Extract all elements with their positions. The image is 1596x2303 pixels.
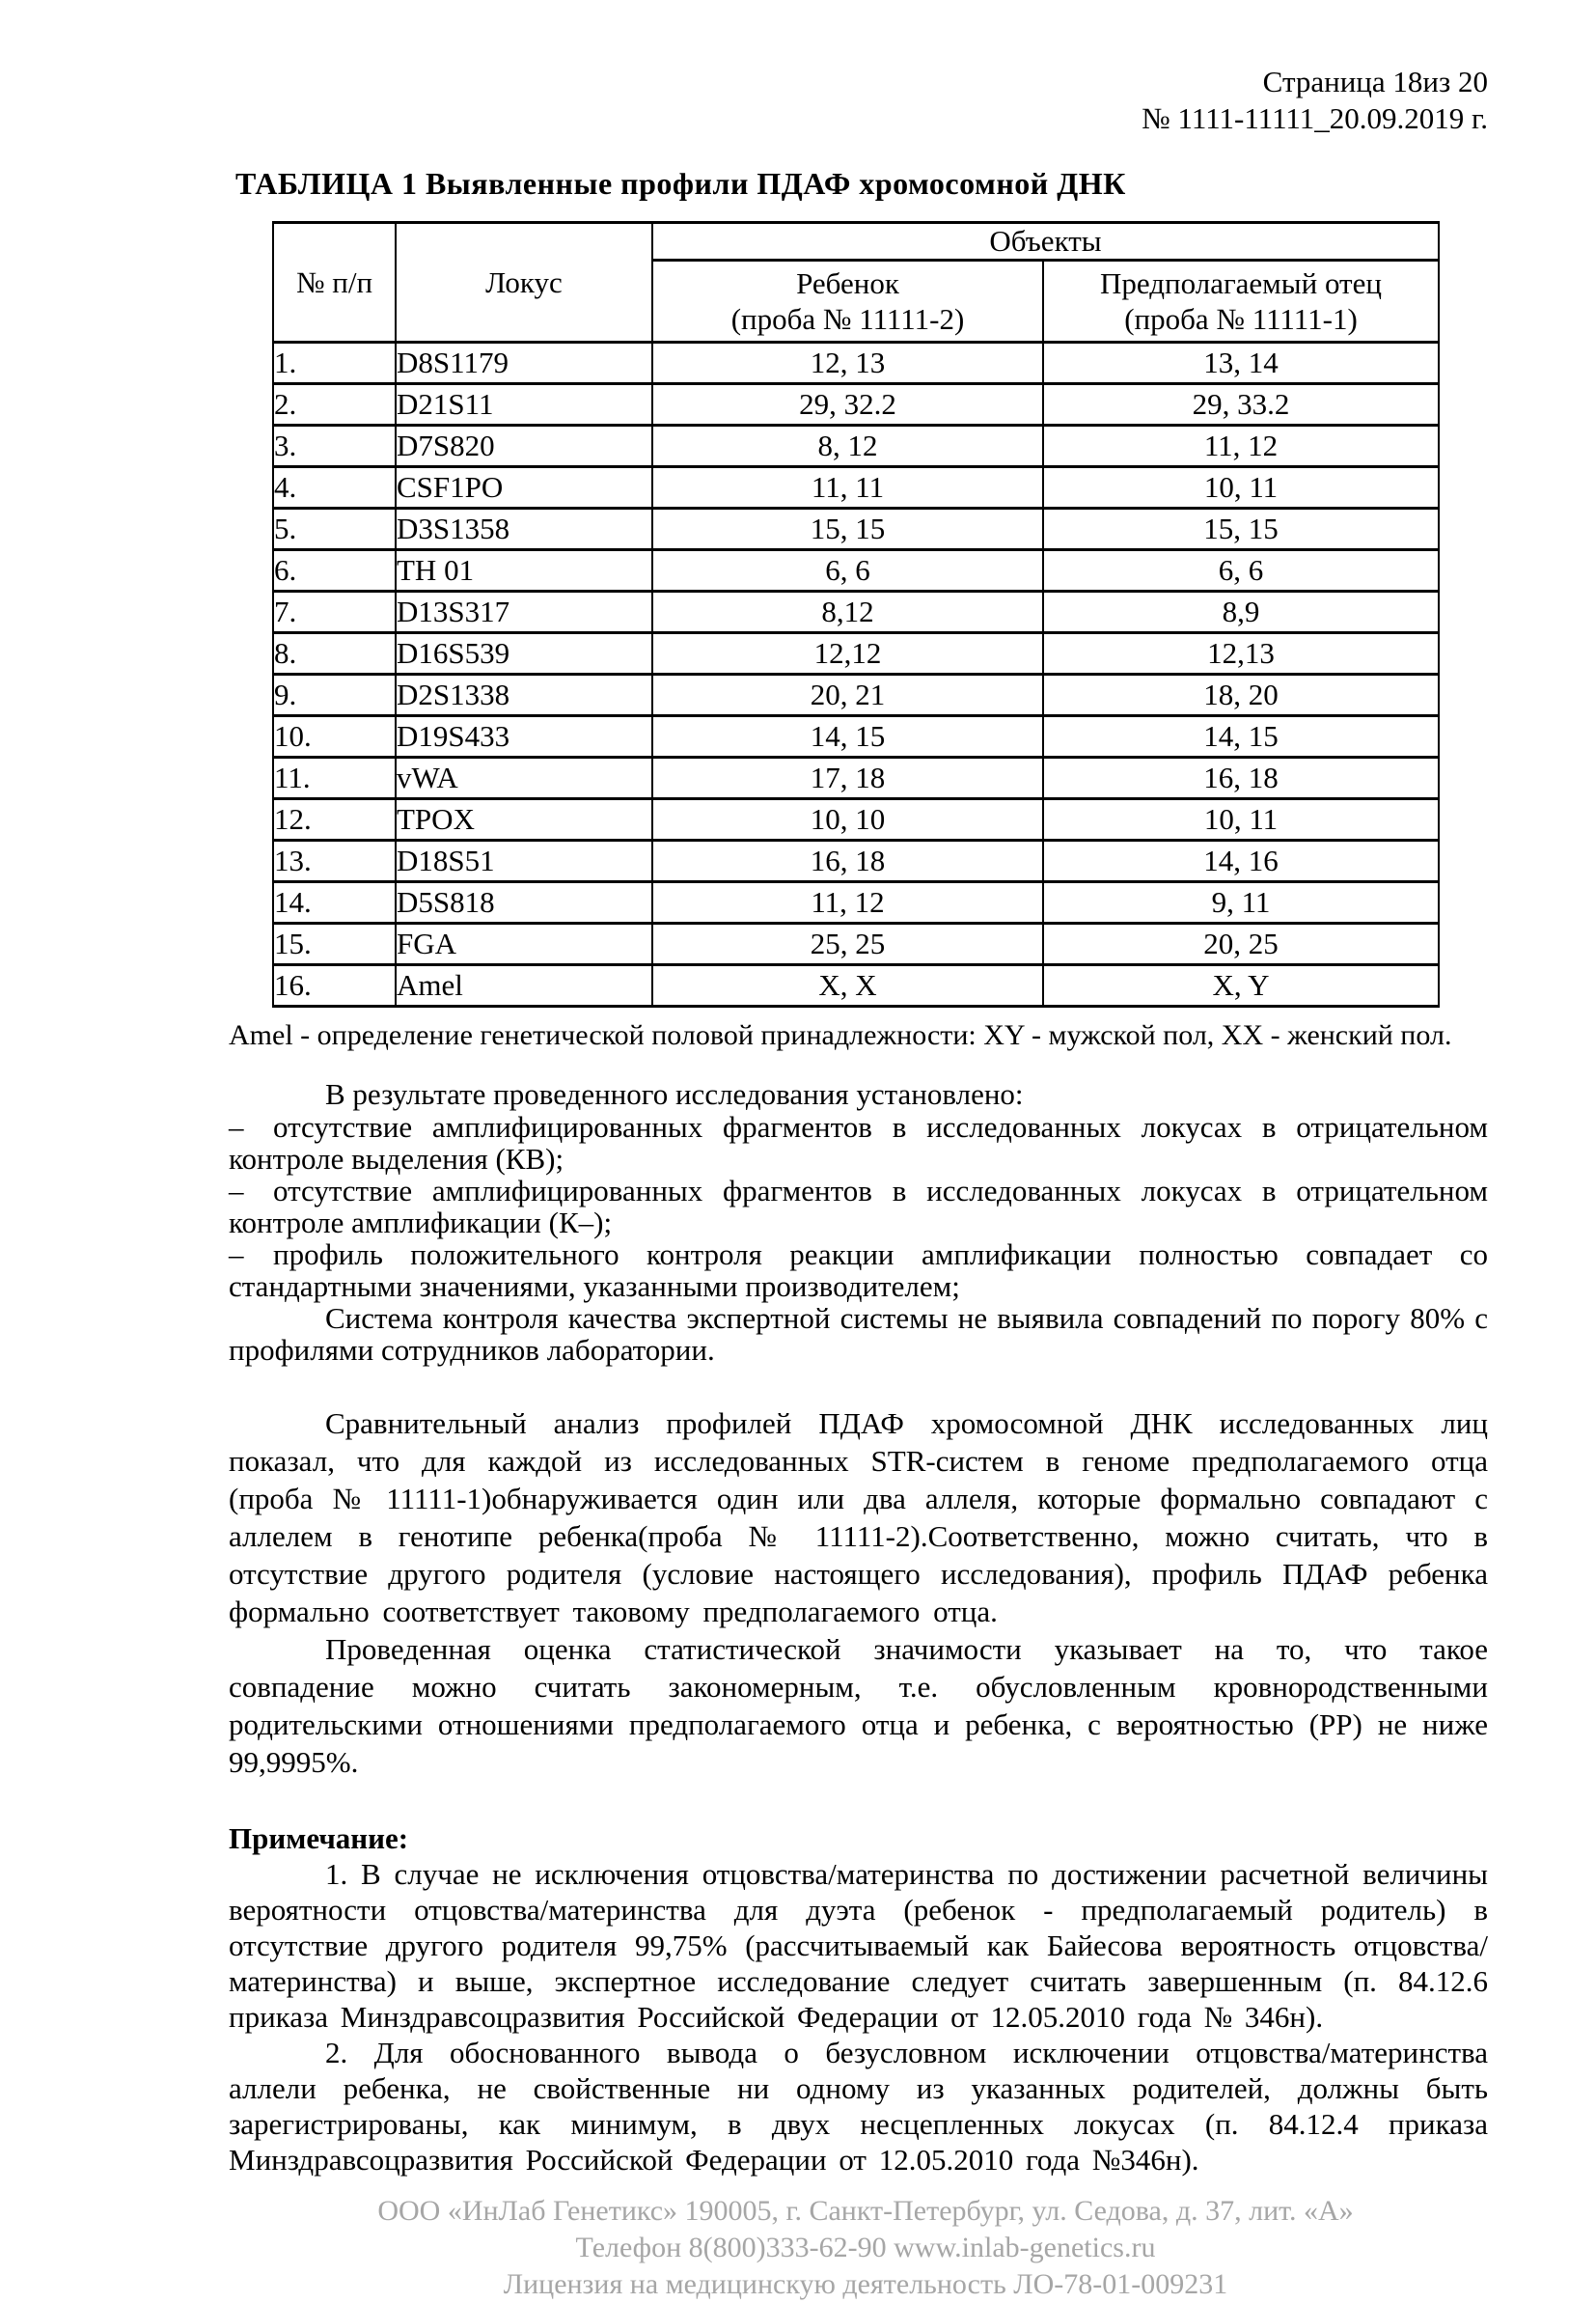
child-sample-label: (проба № 11111-2) [730, 302, 965, 336]
child-alleles-cell: 10, 10 [652, 799, 1043, 841]
row-number-cell: 5. [273, 509, 396, 550]
child-alleles-cell: X, X [652, 965, 1043, 1007]
child-alleles-cell: 8,12 [652, 592, 1043, 633]
locus-cell: D7S820 [396, 426, 652, 467]
profiles-table-body [273, 343, 1439, 1007]
column-header-objects: Объекты [652, 223, 1439, 261]
locus-cell: D18S51 [396, 841, 652, 882]
table-row [273, 592, 1439, 633]
document-number: № 1111-11111_20.09.2019 г. [1142, 101, 1488, 135]
note-item-1: 1. В случае не исключения отцовства/материнства по достижении расчетной величины вероятности отцовства/материнства для дуэта (ребенок - предполагаемый родитель) в отсутствие другого родителя 99,75% (рассчитываемый как Байесова вероятность отцовства/материнства) и выше, экспертное исследование следует считать завершенным (п. 84.12.6 приказа Минздравсоцразвития Российской Федерации от 12.05.2010 года № 346н). [229, 1857, 1488, 2034]
table-row [273, 343, 1439, 384]
result-bullet-3 [229, 1238, 1488, 1302]
child-alleles-cell: 25, 25 [652, 924, 1043, 965]
father-alleles-cell: 8,9 [1043, 592, 1439, 633]
father-alleles-cell: 18, 20 [1043, 675, 1439, 716]
father-alleles-cell: 10, 11 [1043, 467, 1439, 509]
table-row [273, 633, 1439, 675]
locus-cell: D3S1358 [396, 509, 652, 550]
locus-cell: FGA [396, 924, 652, 965]
note-item-2: 2. Для обоснованного вывода о безусловном исключении отцовства/материнства аллели ребенка, не свойственные ни одному из указанных родителей, должны быть зарегистрированы, как минимум, в двух несцепленных локусах (п. 84.12.4 приказа Минздравсоцразвития Российской Федерации от 12.05.2010 года №346н). [229, 2036, 1488, 2177]
page-header [0, 64, 1488, 137]
row-number-cell: 11. [273, 758, 396, 799]
profiles-table [272, 221, 1440, 1008]
child-alleles-cell: 12,12 [652, 633, 1043, 675]
row-number-cell: 7. [273, 592, 396, 633]
bullet-dash: – [229, 1237, 244, 1271]
column-header-num: № п/п [273, 223, 396, 343]
result-bullet-1 [229, 1111, 1488, 1175]
table-row [273, 550, 1439, 592]
row-number-cell: 13. [273, 841, 396, 882]
body-text [229, 1077, 1488, 2178]
table-row [273, 924, 1439, 965]
locus-cell: CSF1PO [396, 467, 652, 509]
locus-cell: Amel [396, 965, 652, 1007]
row-number-cell: 10. [273, 716, 396, 758]
column-header-locus: Локус [396, 223, 652, 343]
row-number-cell: 8. [273, 633, 396, 675]
locus-cell: D5S818 [396, 882, 652, 924]
amel-footnote: Amel - определение генетической половой принадлежности: XY - мужской пол, XX - женский пол. [229, 1019, 1452, 1051]
father-alleles-cell: X, Y [1043, 965, 1439, 1007]
father-alleles-cell: 20, 25 [1043, 924, 1439, 965]
child-alleles-cell: 11, 11 [652, 467, 1043, 509]
father-alleles-cell: 14, 15 [1043, 716, 1439, 758]
child-label: Ребенок [796, 266, 899, 300]
locus-cell: D2S1338 [396, 675, 652, 716]
row-number-cell: 2. [273, 384, 396, 426]
row-number-cell: 15. [273, 924, 396, 965]
footer-company-line: ООО «ИнЛаб Генетикс» 190005, г. Санкт-Петербург, ул. Седова, д. 37, лит. «А» [377, 2195, 1354, 2227]
table-row [273, 716, 1439, 758]
footer-phone-line: Телефон 8(800)333-62-90 www.inlab-genetics.ru [575, 2232, 1156, 2263]
father-alleles-cell: 12,13 [1043, 633, 1439, 675]
child-alleles-cell: 17, 18 [652, 758, 1043, 799]
child-alleles-cell: 11, 12 [652, 882, 1043, 924]
father-alleles-cell: 6, 6 [1043, 550, 1439, 592]
notes-heading: Примечание: [229, 1821, 409, 1855]
father-alleles-cell: 14, 16 [1043, 841, 1439, 882]
row-number-cell: 3. [273, 426, 396, 467]
table-row [273, 675, 1439, 716]
table-row [273, 882, 1439, 924]
child-alleles-cell: 15, 15 [652, 509, 1043, 550]
row-number-cell: 12. [273, 799, 396, 841]
locus-cell: D13S317 [396, 592, 652, 633]
locus-cell: D19S433 [396, 716, 652, 758]
bullet-text: профиль положительного контроля реакции амплификации полностью совпадает со стандартными значениями, указанными производителем; [229, 1237, 1488, 1303]
father-alleles-cell: 15, 15 [1043, 509, 1439, 550]
child-alleles-cell: 6, 6 [652, 550, 1043, 592]
table-row [273, 841, 1439, 882]
bullet-text: отсутствие амплифицированных фрагментов в исследованных локусах в отрицательном контроле амплификации (К–); [229, 1174, 1488, 1239]
child-alleles-cell: 8, 12 [652, 426, 1043, 467]
child-alleles-cell: 14, 15 [652, 716, 1043, 758]
column-header-child [652, 261, 1043, 343]
table-row [273, 965, 1439, 1007]
child-alleles-cell: 16, 18 [652, 841, 1043, 882]
father-sample-label: (проба № 11111-1) [1124, 302, 1358, 336]
table-header-row-1 [273, 223, 1439, 261]
quality-control-note: Система контроля качества экспертной системы не выявила совпадений по порогу 80% с профилями сотрудников лаборатории. [229, 1301, 1488, 1367]
row-number-cell: 1. [273, 343, 396, 384]
column-header-father [1043, 261, 1439, 343]
analysis-paragraph-1: Сравнительный анализ профилей ПДАФ хромосомной ДНК исследованных лиц показал, что для каждой из исследованных STR-систем в геноме предполагаемого отца (проба № 11111-1)обнаруживается один или два аллеля, которые формально совпадают с аллелем в генотипе ребенка(проба № 11111-2).Соответственно, можно считать, что в отсутствие другого родителя (условие настоящего исследования), профиль ПДАФ ребенка формально соответствует таковому предполагаемого отца. [229, 1406, 1488, 1628]
page-footer [241, 2193, 1490, 2303]
row-number-cell: 9. [273, 675, 396, 716]
locus-cell: D21S11 [396, 384, 652, 426]
locus-cell: D16S539 [396, 633, 652, 675]
locus-cell: TPOX [396, 799, 652, 841]
row-number-cell: 6. [273, 550, 396, 592]
locus-cell: vWA [396, 758, 652, 799]
father-alleles-cell: 16, 18 [1043, 758, 1439, 799]
table-row [273, 799, 1439, 841]
table-title: ТАБЛИЦА 1 Выявленные профили ПДАФ хромосомной ДНК [235, 166, 1126, 201]
table-row [273, 426, 1439, 467]
results-intro: В результате проведенного исследования установлено: [325, 1077, 1024, 1111]
table-row [273, 467, 1439, 509]
father-alleles-cell: 9, 11 [1043, 882, 1439, 924]
bullet-dash: – [229, 1110, 244, 1144]
father-alleles-cell: 11, 12 [1043, 426, 1439, 467]
father-alleles-cell: 10, 11 [1043, 799, 1439, 841]
child-alleles-cell: 29, 32.2 [652, 384, 1043, 426]
bullet-dash: – [229, 1174, 244, 1207]
child-alleles-cell: 20, 21 [652, 675, 1043, 716]
row-number-cell: 16. [273, 965, 396, 1007]
page-number: Страница 18из 20 [1262, 65, 1488, 98]
father-alleles-cell: 13, 14 [1043, 343, 1439, 384]
father-alleles-cell: 29, 33.2 [1043, 384, 1439, 426]
father-label: Предполагаемый отец [1100, 266, 1382, 300]
locus-cell: D8S1179 [396, 343, 652, 384]
analysis-paragraph-2: Проведенная оценка статистической значимости указывает на то, что такое совпадение можно считать закономерным, т.е. обусловленным кровнородственными родительскими отношениями предполагаемого отца и ребенка, с вероятностью (РР) не ниже 99,9995%. [229, 1632, 1488, 1779]
table-row [273, 758, 1439, 799]
locus-cell: TH 01 [396, 550, 652, 592]
row-number-cell: 14. [273, 882, 396, 924]
result-bullet-2 [229, 1175, 1488, 1238]
bullet-text: отсутствие амплифицированных фрагментов в исследованных локусах в отрицательном контроле выделения (КВ); [229, 1110, 1488, 1176]
child-alleles-cell: 12, 13 [652, 343, 1043, 384]
footer-license-line: Лицензия на медицинскую деятельность ЛО-78-01-009231 [503, 2268, 1228, 2300]
table-row [273, 384, 1439, 426]
row-number-cell: 4. [273, 467, 396, 509]
table-row [273, 509, 1439, 550]
